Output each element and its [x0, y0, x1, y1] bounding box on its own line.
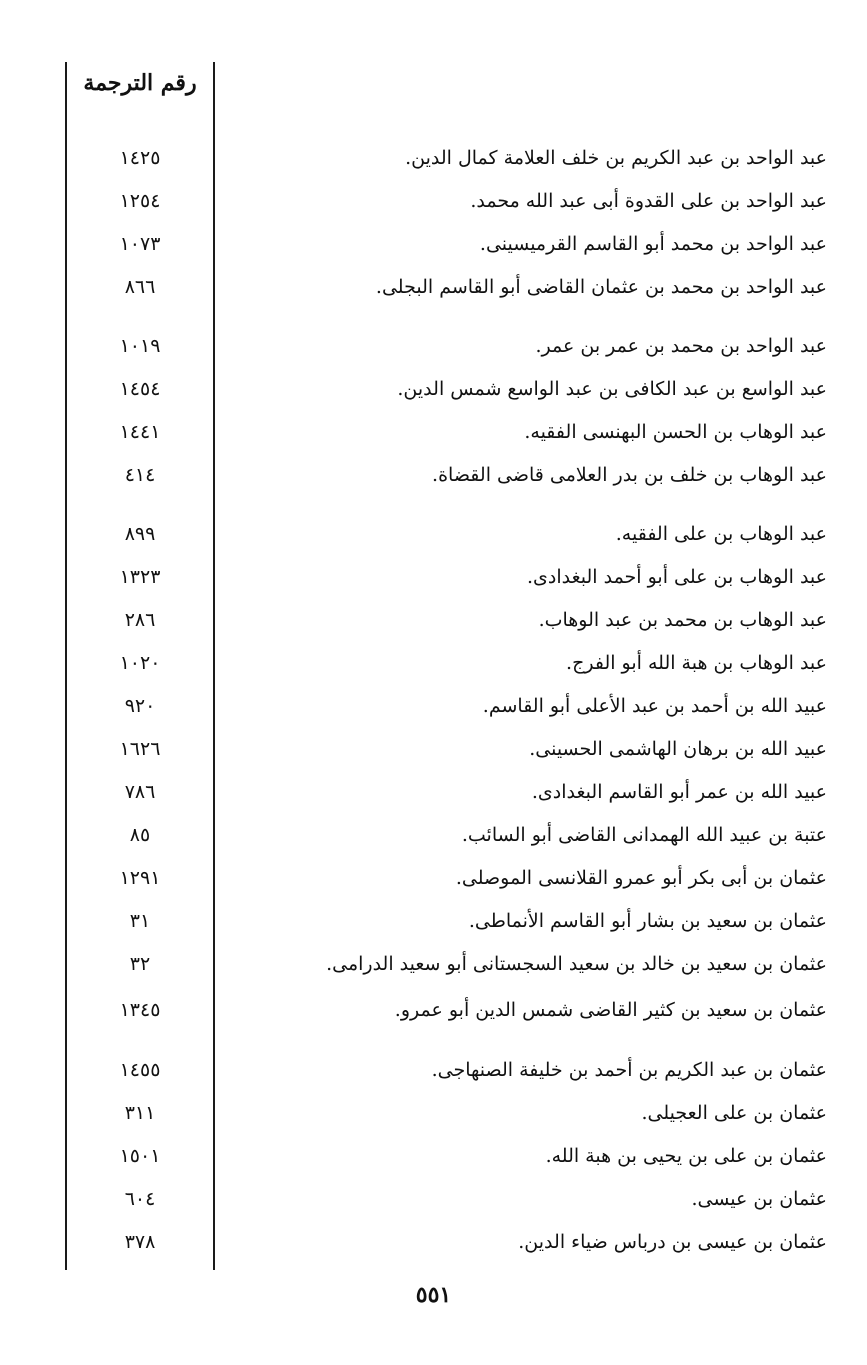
entry-name: عبد الوهاب بن محمد بن عبد الوهاب. [538, 609, 827, 631]
index-entry-row [0, 1136, 867, 1176]
index-entry-row [0, 643, 867, 683]
entry-name: عثمان بن عيسى بن درباس ضياء الدين. [518, 1231, 827, 1253]
entry-number: ١٠٢٠ [119, 652, 161, 674]
index-entry-row [0, 858, 867, 898]
entry-number: ٣٢ [129, 953, 151, 975]
entry-name: عبد الوهاب بن خلف بن بدر العلامى قاضى القضاة. [432, 464, 827, 486]
index-entry-row [0, 557, 867, 597]
entry-number: ١٤٢٥ [119, 147, 161, 169]
index-entry-row [0, 686, 867, 726]
entry-name: عثمان بن عيسى. [691, 1188, 827, 1210]
entry-name: عبد الوهاب بن على الفقيه. [615, 523, 827, 545]
entry-number: ٣١١ [124, 1102, 156, 1124]
column-header: رقم الترجمة [83, 70, 197, 96]
index-entry-row [0, 369, 867, 409]
entry-name: عتبة بن عبيد الله الهمدانى القاضى أبو السائب. [461, 824, 827, 846]
index-entry-row [0, 901, 867, 941]
entry-number: ١٦٢٦ [119, 738, 161, 760]
entry-name: عبيد الله بن أحمد بن عبد الأعلى أبو القاسم. [482, 695, 827, 717]
entry-number: ١٠١٩ [119, 335, 161, 357]
entry-name: عبيد الله بن عمر أبو القاسم البغدادى. [531, 781, 827, 803]
index-entry-row [0, 729, 867, 769]
entry-number: ٢٨٦ [124, 609, 156, 631]
entry-number: ١٣٤٥ [119, 999, 161, 1021]
index-entry-row [0, 944, 867, 984]
entry-name: عثمان بن سعيد بن كثير القاضى شمس الدين أبو عمرو. [394, 999, 827, 1021]
index-entry-row [0, 1222, 867, 1262]
entry-name: عبد الواحد بن عبد الكريم بن خلف العلامة كمال الدين. [405, 147, 827, 169]
index-entry-row [0, 1179, 867, 1219]
entry-name: عثمان بن على العجيلى. [641, 1102, 827, 1124]
entry-number: ٩٢٠ [124, 695, 156, 717]
index-entry-row [0, 1093, 867, 1133]
entry-name: عبد الواحد بن محمد أبو القاسم القرميسينى. [479, 233, 827, 255]
entry-number: ١٢٥٤ [119, 190, 161, 212]
entry-number: ١٤٤١ [119, 421, 161, 443]
index-entry-row [0, 1050, 867, 1090]
entry-name: عبد الوهاب بن على أبو أحمد البغدادى. [526, 566, 827, 588]
entry-name: عبد الوهاب بن هبة الله أبو الفرج. [566, 652, 827, 674]
entry-name: عبد الواحد بن محمد بن عثمان القاضى أبو القاسم البجلى. [375, 276, 827, 298]
entry-name: عبد الواحد بن على القدوة أبى عبد الله محمد. [470, 190, 827, 212]
entry-number: ٣٧٨ [124, 1231, 156, 1253]
index-entry-row [0, 990, 867, 1030]
entry-number: ١٢٩١ [119, 867, 161, 889]
entry-name: عبيد الله بن برهان الهاشمى الحسينى. [529, 738, 827, 760]
index-entry-row [0, 815, 867, 855]
entry-name: عبد الوهاب بن الحسن البهنسى الفقيه. [524, 421, 827, 443]
entry-number: ٨٩٩ [124, 523, 156, 545]
entry-number: ٦٠٤ [124, 1188, 156, 1210]
entry-number: ٧٨٦ [124, 781, 156, 803]
entry-number: ١٣٢٣ [119, 566, 161, 588]
entry-number: ١٤٥٤ [119, 378, 161, 400]
index-entry-row [0, 772, 867, 812]
index-entry-row [0, 326, 867, 366]
entry-name: عبد الواحد بن محمد بن عمر بن عمر. [535, 335, 827, 357]
index-entry-row [0, 181, 867, 221]
entry-name: عثمان بن سعيد بن بشار أبو القاسم الأنماطى. [468, 910, 827, 932]
entry-number: ٣١ [129, 910, 151, 932]
entry-name: عثمان بن أبى بكر أبو عمرو القلانسى الموصلى. [455, 867, 827, 889]
index-entry-row [0, 138, 867, 178]
index-entry-row [0, 224, 867, 264]
index-entry-row [0, 514, 867, 554]
index-entry-row [0, 267, 867, 307]
entry-number: ١٥٠١ [119, 1145, 161, 1167]
index-entry-row [0, 455, 867, 495]
entry-name: عثمان بن على بن يحيى بن هبة الله. [545, 1145, 827, 1167]
entry-number: ٨٥ [129, 824, 151, 846]
index-entry-row [0, 600, 867, 640]
entry-number: ١٠٧٣ [119, 233, 161, 255]
entry-number: ٤١٤ [124, 464, 156, 486]
entry-number: ١٤٥٥ [119, 1059, 161, 1081]
entry-number: ٨٦٦ [124, 276, 156, 298]
entry-name: عثمان بن سعيد بن خالد بن سعيد السجستانى أبو سعيد الدرامى. [326, 953, 827, 975]
page-number: ٥٥١ [415, 1282, 452, 1308]
entry-name: عبد الواسع بن عبد الكافى بن عبد الواسع شمس الدين. [397, 378, 827, 400]
index-entry-row [0, 412, 867, 452]
entry-name: عثمان بن عبد الكريم بن أحمد بن خليفة الصنهاجى. [431, 1059, 827, 1081]
